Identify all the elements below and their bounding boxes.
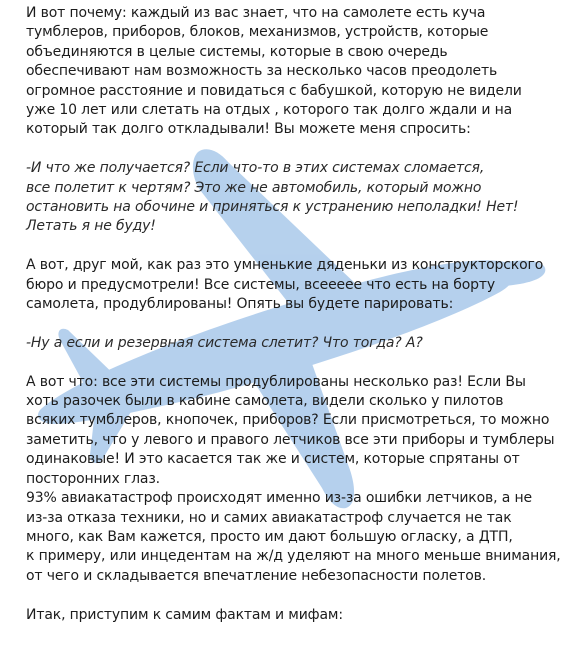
paragraph-closing: Итак, приступим к самим фактам и мифам: bbox=[26, 606, 343, 623]
paragraph-answer-1: А вот, друг мой, как раз это умненькие дяденьки из конструкторского бюро и предусмотрели! Все системы, всееееe что есть на борту самолета, продублированы! Опять вы будете парировать: bbox=[26, 257, 544, 313]
paragraph-statistics: 93% авиакатастроф происходят именно из-за ошибки летчиков, а не из-за отказа техники, но и самих авиакатастроф случается не так много, как Вам кажется, просто им дают большую огласку, а ДТП, к примеру, или инцедентам на ж/д уделяют на много меньше внимания, от чего и складывается впечатление небезопасности полетов. bbox=[26, 490, 561, 584]
paragraph-question-1: -И что же получается? Если что-то в этих системах сломается, все полетит к чертям? Это же не автомобиль, который можно остановить на обочине и приняться к устранению неполадки! Нет! Летать я не буду! bbox=[26, 160, 519, 235]
paragraph-intro: И вот почему: каждый из вас знает, что на самолете есть куча тумблеров, приборов, блоков, механизмов, устройств, которые объединяются в целые системы, которые в свою очередь обеспечивают нам возможность за несколько часов преодолеть огромное расстояние и повидаться с бабушкой, которую не видели уже 10 лет или слетать на отдых , которого так долго ждали и на который так долго откладывали! Вы можете меня спросить: bbox=[26, 5, 522, 138]
paragraph-answer-2: А вот что: все эти системы продублированы несколько раз! Если Вы хоть разочек были в кабине самолета, видели сколько у пилотов всяких тумблеров, кнопочек, приборов? Если присмотреться, то можно заметить, что у левого и правого летчиков все эти приборы и тумблеры одинаковые! И это касается так же и систем, которые спрятаны от посторонних глаз. bbox=[26, 373, 555, 487]
paragraph-question-2: -Ну а если и резервная система слетит? Что тогда? А? bbox=[26, 334, 423, 351]
article-body bbox=[26, 4, 566, 644]
